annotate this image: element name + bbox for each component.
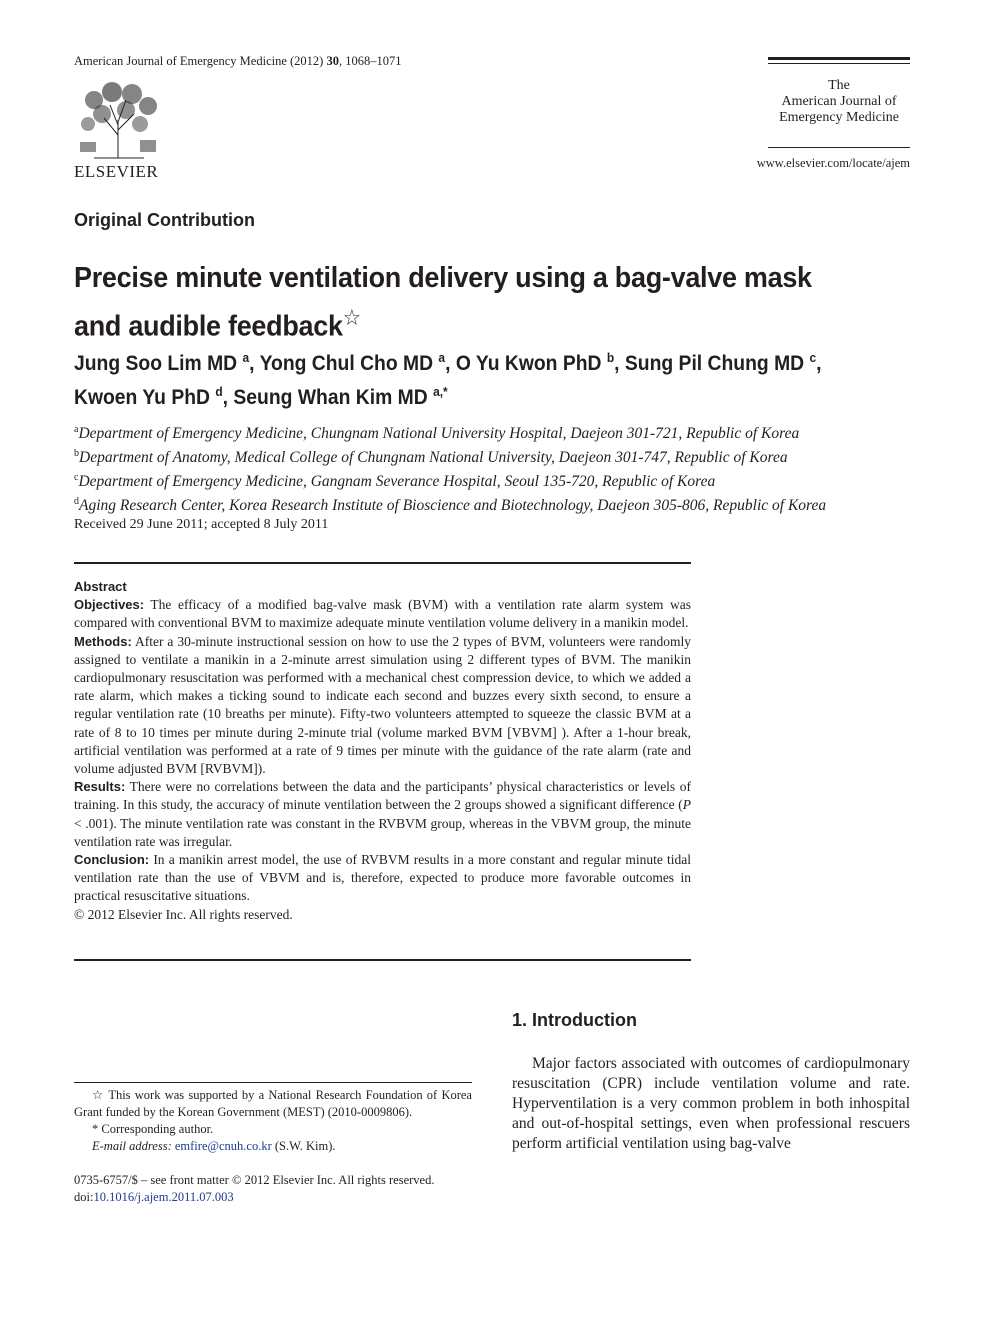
doi-line: doi:10.1016/j.ajem.2011.07.003 bbox=[74, 1190, 234, 1204]
funding-star-icon[interactable]: ☆ bbox=[342, 305, 361, 330]
citation-journal: American Journal of Emergency Medicine (2012) bbox=[74, 54, 324, 68]
footnote-rule bbox=[74, 1082, 472, 1083]
affiliation: $^b$Department of Anatomy, Medical College of Chungnam National University, Daejeon 301-747, Republic of Korea bbox=[74, 448, 788, 467]
abstract-heading: Abstract bbox=[74, 579, 127, 594]
abstract-conclusion: Conclusion: In a manikin arrest model, the use of RVBVM results in a more constant and regular minute tidal ventilation rate than the use of VBVM and is, therefore, expected to produce more favorable outcomes in practical resuscitative situations. bbox=[74, 852, 692, 904]
abstract-rule-top bbox=[74, 562, 691, 564]
article-title bbox=[74, 258, 865, 347]
star-icon: ☆ bbox=[92, 1088, 105, 1102]
masthead-rule-bottom bbox=[768, 147, 910, 148]
affiliation: $^d$Aging Research Center, Korea Research Institute of Bioscience and Biotechnology, Daejeon 305-806, Republic of Korea bbox=[74, 496, 827, 515]
front-matter-info bbox=[74, 1172, 484, 1206]
corresponding-author-note: * Corresponding author. bbox=[92, 1122, 214, 1136]
author: Kwoen Yu PhD $^d$ bbox=[74, 384, 223, 409]
funding-footnote: ☆ This work was supported by a National Research Foundation of Korea Grant funded by the Korean Government (MEST) (2010-0009806). bbox=[74, 1088, 472, 1119]
journal-citation: American Journal of Emergency Medicine (2012) 30, 1068–1071 bbox=[74, 54, 402, 68]
masthead-rule-thin bbox=[768, 63, 910, 64]
journal-line-2: American Journal of bbox=[781, 94, 897, 109]
affiliation-list bbox=[74, 420, 934, 517]
journal-line-1: The bbox=[828, 78, 850, 93]
email-note: E-mail address: emfire@cnuh.co.kr (S.W. Kim). bbox=[92, 1139, 336, 1153]
footnotes bbox=[74, 1087, 472, 1155]
abstract-block bbox=[74, 578, 691, 924]
affiliation-marker[interactable]: a bbox=[438, 350, 446, 365]
citation-pages: 1068–1071 bbox=[345, 54, 402, 68]
citation-volume: 30 bbox=[326, 54, 339, 68]
author: Seung Whan Kim MD $^{a,*}$ bbox=[233, 384, 448, 409]
author: Sung Pil Chung MD $^c$ bbox=[624, 350, 817, 375]
tree-logo-icon bbox=[74, 80, 164, 160]
affiliation-marker[interactable]: d bbox=[215, 384, 223, 399]
intro-paragraph: Major factors associated with outcomes of cardiopulmonary resuscitation (CPR) include ventilation volume and rate. Hyperventilation is a very common problem in both inhospital and out-of-hospital settings, even when professional rescuers perform artificial ventilation using bag-valve bbox=[512, 1055, 910, 1152]
abstract-copyright: © 2012 Elsevier Inc. All rights reserved. bbox=[74, 906, 293, 922]
article-title-text: Precise minute ventilation delivery using a bag-valve mask and audible feedback bbox=[74, 262, 812, 343]
email-link[interactable]: emfire@cnuh.co.kr bbox=[174, 1139, 272, 1153]
received-dates: Received 29 June 2011; accepted 8 July 2011 bbox=[74, 517, 329, 532]
abstract-results: Results: There were no correlations between the data and the participants’ physical characteristics or levels of training. In this study, the accuracy of minute ventilation between the 2 groups showed a significant difference (P < .001). The minute ventilation rate was constant in the RVBVM group, whereas in the VBVM group, the minute ventilation rate was irregular. bbox=[74, 779, 691, 849]
abstract-objectives: Objectives: The efficacy of a modified bag-valve mask (BVM) with a ventilation rate alarm system was compared with conventional BVM to maximize adequate minute ventilation volume delivery in a manikin model. bbox=[74, 597, 691, 631]
masthead-rule-thick bbox=[768, 57, 910, 60]
author: Jung Soo Lim MD $^a$ bbox=[74, 350, 250, 375]
journal-url[interactable]: www.elsevier.com/locate/ajem bbox=[756, 156, 910, 170]
affiliation-marker[interactable]: a bbox=[242, 350, 250, 365]
doi-link[interactable]: 10.1016/j.ajem.2011.07.003 bbox=[93, 1190, 234, 1204]
affiliation: $^c$Department of Emergency Medicine, Gangnam Severance Hospital, Seoul 135-720, Republic of Korea bbox=[74, 472, 716, 491]
publisher-name: ELSEVIER bbox=[74, 162, 159, 181]
author: O Yu Kwon PhD $^b$ bbox=[455, 350, 615, 375]
section-label: Original Contribution bbox=[74, 210, 255, 230]
journal-masthead bbox=[768, 78, 910, 126]
abstract-methods: Methods: After a 30-minute instructional session on how to use the 2 types of BVM, volunteers were randomly assigned to ventilate a manikin in a 2-minute arrest simulation using 2 different types of BVM. The manikin cardiopulmonary resuscitation was performed with a mechanical chest compression device, to which we added a rate alarm, which makes a ticking sound to indicate each second and buzzes every sixth second, to ensure a regular ventilation rate (10 breaths per minute). Fifty-two volunteers attempted to squeeze the classic BVM at a rate of 8 to 10 times per minute during 2-minute trial (volume marked BVM [VBVM] ). After a 1-hour break, artificial ventilation was performed at a rate of 9 times per minute with the guidance of the rate alarm (rate and volume adjusted BVM [RVBVM]). bbox=[74, 633, 691, 777]
affiliation-marker[interactable]: a,* bbox=[433, 384, 448, 399]
affiliation: $^a$Department of Emergency Medicine, Chungnam National University Hospital, Daejeon 301-721, Republic of Korea bbox=[74, 424, 800, 443]
intro-heading: 1. Introduction bbox=[512, 1010, 637, 1030]
author: Yong Chul Cho MD $^a$ bbox=[259, 350, 446, 375]
elsevier-tree-logo bbox=[74, 80, 164, 160]
affiliation-marker[interactable]: b bbox=[606, 350, 615, 365]
author-list: Jung Soo Lim MD $^a$, Yong Chul Cho MD $^a$, O Yu Kwon PhD $^b$, Sung Pil Chung MD $^c$, Kwoen Yu PhD $^d$, Seung Whan Kim MD $^{a,*}$ bbox=[74, 350, 822, 409]
issn-line: 0735-6757/$ – see front matter © 2012 Elsevier Inc. All rights reserved. bbox=[74, 1173, 435, 1187]
affiliation-marker[interactable]: c bbox=[809, 350, 817, 365]
journal-line-3: Emergency Medicine bbox=[779, 110, 899, 125]
abstract-rule-bottom bbox=[74, 959, 691, 961]
